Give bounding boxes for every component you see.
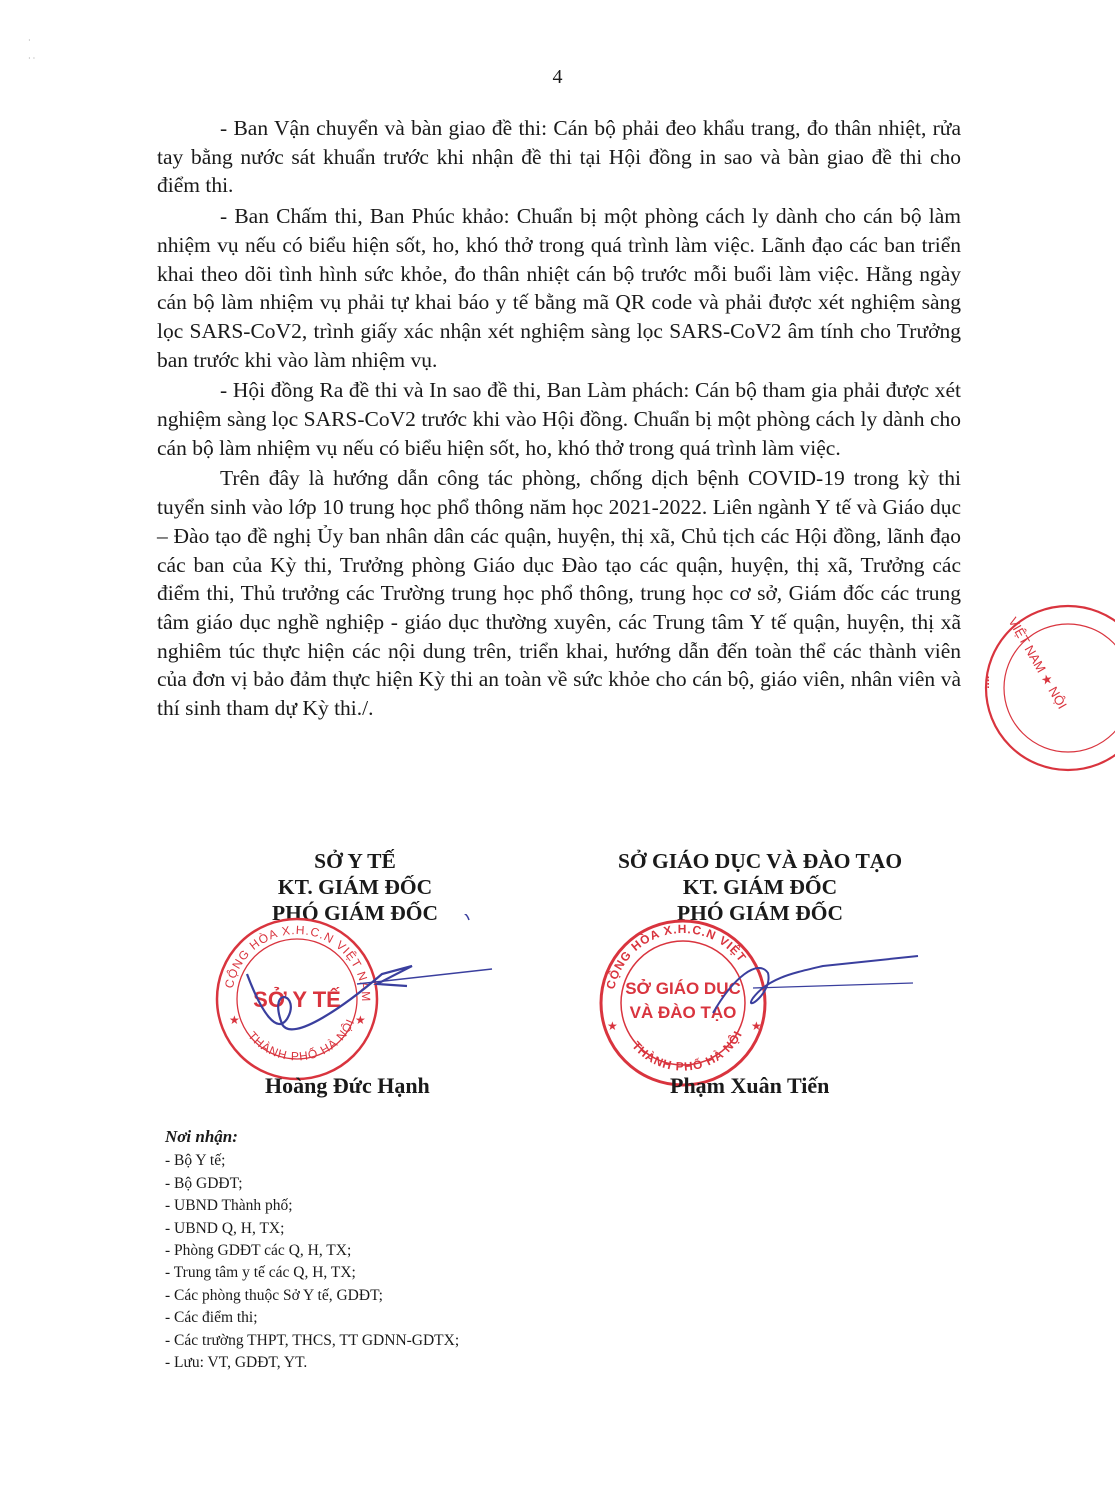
signature-block-education — [600, 848, 920, 926]
recipient-item: - Bộ GDĐT; — [165, 1174, 243, 1192]
signer-name-health: Hoàng Đức Hạnh — [265, 1073, 430, 1098]
paragraph-transport: - Ban Vận chuyển và bàn giao đề thi: Cán bộ phải đeo khẩu trang, đo thân nhiệt, rửa tay bằng nước sát khuẩn trước khi nhận đề thi tại Hội đồng in sao và bàn giao đề thi cho điểm thi. — [157, 116, 961, 198]
document-body — [157, 114, 961, 725]
recipient-item: - Trung tâm y tế các Q, H, TX; — [165, 1264, 356, 1282]
signer-role: KT. GIÁM ĐỐC — [277, 875, 433, 899]
recipients-title: Nơi nhận: — [165, 1127, 238, 1146]
scan-specks: · · · — [28, 36, 36, 63]
recipients-list — [165, 1126, 459, 1374]
margin-stamp-text: VIỆT NAM ★ NỘI — [1005, 614, 1070, 712]
recipient-item: - Các điểm thi; — [165, 1309, 258, 1327]
stamp-center-line-2: VÀ ĐÀO TẠO — [629, 1003, 737, 1022]
paragraph-conclusion: Trên đây là hướng dẫn công tác phòng, chống dịch bệnh COVID-19 trong kỳ thi tuyển sinh vào lớp 10 trung học phổ thông năm học 2021-2022. Liên ngành Y tế và Giáo dục – Đào tạo đề nghị Ủy ban nhân dân các quận, huyện, thị xã, Chủ tịch các Hội đồng, lãnh đạo các ban của Kỳ thi, Trưởng phòng Giáo dục Đào tạo các quận, huyện, thị xã, Trưởng các điểm thi, Thủ trưởng các Trường trung học phổ thông, trung học cơ sở, Giám đốc các trung tâm giáo dục nghề nghiệp - giáo dục thường xuyên, các Trung tâm Y tế quận, huyện, thị xã nghiêm túc thực hiện các nội dung trên, triển khai, hướng dẫn đến toàn thể các thành viên của đơn vị bảo đảm thực hiện Kỳ thi an toàn về sức khỏe cho cán bộ, giáo viên, nhân viên và thí sinh tham dự Kỳ thi./. — [157, 466, 961, 721]
org-name: SỞ GIÁO DỤC VÀ ĐÀO TẠO — [617, 849, 903, 873]
svg-text:★: ★ — [229, 1013, 240, 1027]
stamp-center-line-1: SỞ GIÁO DỤC — [625, 979, 741, 998]
signer-title: PHÓ GIÁM ĐỐC — [676, 901, 844, 925]
signer-name-education: Phạm Xuân Tiến — [670, 1073, 830, 1098]
stamp-education-department — [593, 918, 923, 1088]
svg-text:THÀNH PHỐ HÀ NỘI — [245, 1016, 357, 1063]
recipient-item: - UBND Q, H, TX; — [165, 1219, 285, 1237]
signature-stroke — [713, 956, 918, 1013]
signer-role: KT. GIÁM ĐỐC — [682, 875, 838, 899]
recipient-item: - Lưu: VT, GDĐT, YT. — [165, 1354, 308, 1372]
page-number: 4 — [552, 66, 563, 88]
recipient-item: - Phòng GDĐT các Q, H, TX; — [165, 1242, 352, 1260]
paragraph-grading: - Ban Chấm thi, Ban Phúc khảo: Chuẩn bị một phòng cách ly dành cho cán bộ làm nhiệm vụ nếu có biểu hiện sốt, ho, khó thở trong quá trình làm việc. Lãnh đạo các ban triển khai theo dõi tình hình sức khỏe, đo thân nhiệt cán bộ trước mỗi buổi làm việc. Hằng ngày cán bộ làm nhiệm vụ phải tự khai báo y tế bằng mã QR code và phải được xét nghiệm sàng lọc SARS-CoV2, trình giấy xác nhận xét nghiệm sàng lọc SARS-CoV2 âm tính cho Trưởng ban trước khi vào làm nhiệm vụ. — [157, 204, 961, 372]
stamp-top-text: CỘNG HÒA X.H.C.N VIỆT — [603, 921, 750, 991]
stamp-bottom-text: THÀNH PHỐ HÀ NỘI — [245, 1016, 358, 1064]
recipient-item: - Các trường THPT, THCS, TT GDNN-GDTX; — [165, 1331, 460, 1349]
recipient-item: - Bộ Y tế; — [165, 1152, 226, 1170]
margin-stamp — [978, 598, 1070, 778]
recipient-item: - Các phòng thuộc Sở Y tế, GDĐT; — [165, 1286, 383, 1304]
org-name: SỞ Y TẾ — [314, 849, 396, 873]
stamp-bottom-text: THÀNH PHỐ HÀ NỘI — [629, 1028, 746, 1074]
stamp-top-text: CỘNG HÒA X.H.C.N VIỆT NAM — [221, 922, 374, 1003]
svg-text:⁞: ⁞ — [986, 675, 991, 692]
recipient-item: - UBND Thành phố; — [165, 1197, 293, 1215]
signer-title: PHÓ GIÁM ĐỐC — [271, 901, 439, 925]
svg-text:★: ★ — [607, 1019, 618, 1033]
stamp-health-department — [207, 914, 497, 1084]
svg-text:★: ★ — [355, 1013, 366, 1027]
paragraph-exam-council: - Hội đồng Ra đề thi và In sao đề thi, Ban Làm phách: Cán bộ tham gia phải được xét nghiệm sàng lọc SARS-CoV2 trước khi vào Hội đồng. Chuẩn bị một phòng cách ly dành cho cán bộ làm nhiệm vụ nếu có biểu hiện sốt, ho, khó thở trong quá trình làm việc. — [157, 378, 961, 460]
stamp-center-text: SỞ Y TẾ — [253, 987, 341, 1012]
svg-text:THÀNH PHỐ HÀ NỘI — [629, 1028, 745, 1074]
svg-text:★: ★ — [751, 1019, 762, 1033]
